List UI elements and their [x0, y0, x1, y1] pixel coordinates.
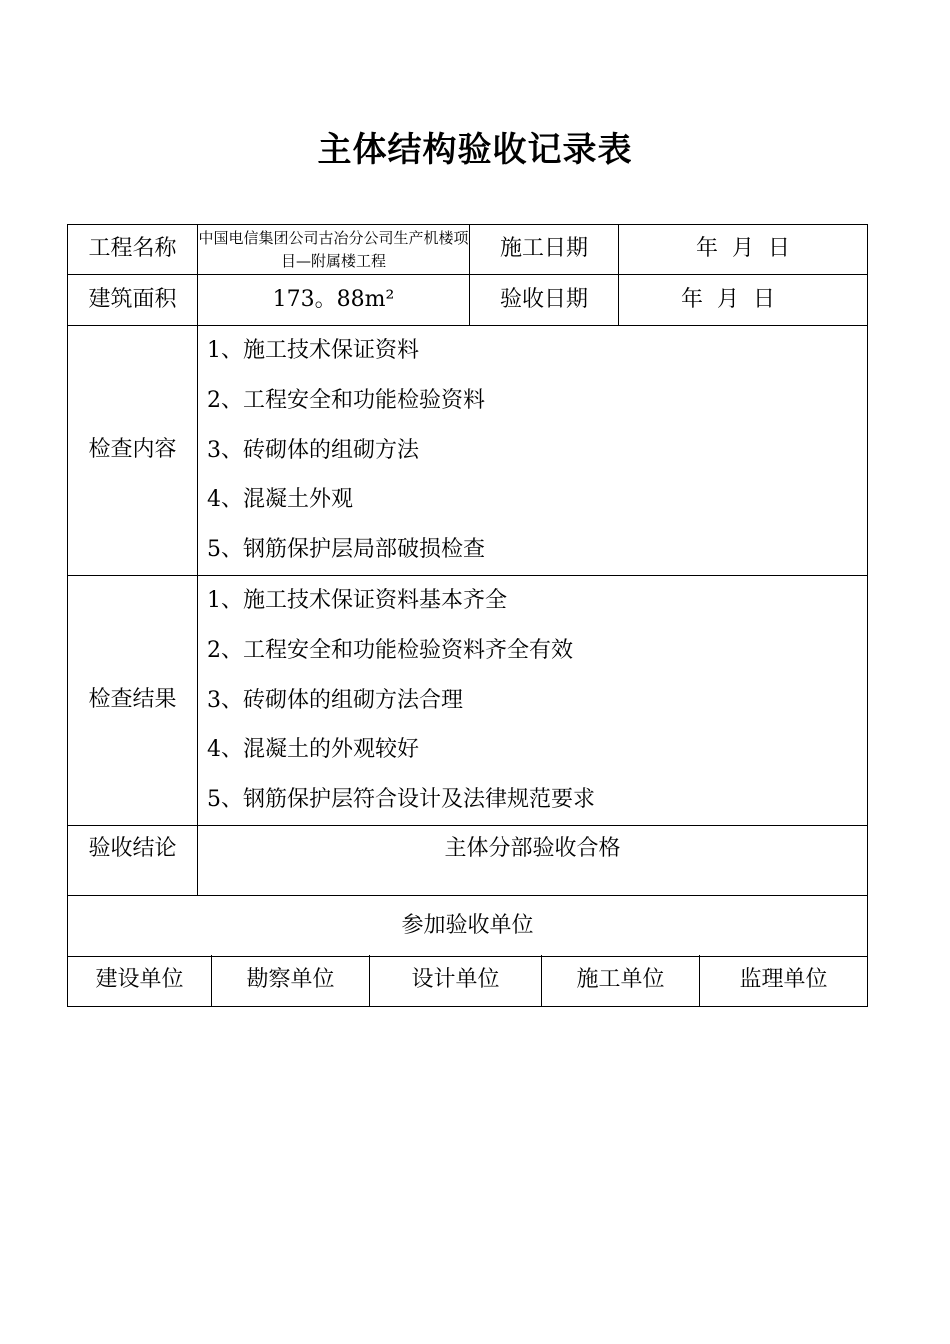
- row-conclusion: [68, 825, 868, 895]
- acceptance-date-value: 年 月 日: [619, 275, 868, 326]
- project-name-label: 工程名称: [68, 225, 198, 275]
- project-name-value: 中国电信集团公司古冶分公司生产机楼项目—附属楼工程: [198, 225, 470, 275]
- row-inspection-result: [68, 576, 868, 826]
- conclusion-value: 主体分部验收合格: [198, 825, 868, 895]
- list-item: 5、钢筋保护层符合设计及法律规范要求: [207, 787, 595, 813]
- page-title: 主体结构验收记录表: [317, 130, 633, 170]
- list-item: 3、砖砌体的组砌方法: [207, 437, 419, 463]
- conclusion-label: 验收结论: [68, 825, 198, 895]
- participant-units-table: [67, 955, 868, 1007]
- unit-contractor: 施工单位: [542, 955, 700, 1006]
- row-building-area: [68, 275, 868, 326]
- row-participant-units: [68, 955, 868, 1006]
- list-item: 1、施工技术保证资料基本齐全: [207, 588, 507, 613]
- construction-date-value: 年 月 日: [619, 225, 868, 275]
- list-item: 3、砖砌体的组砌方法合理: [207, 687, 463, 713]
- inspection-result-label: 检查结果: [68, 576, 198, 826]
- building-area-value: 173。88m²: [198, 275, 470, 326]
- acceptance-date-label: 验收日期: [470, 275, 619, 326]
- list-item: 5、钢筋保护层局部破损检查: [207, 537, 485, 563]
- participants-header: 参加验收单位: [68, 895, 868, 956]
- acceptance-record-table: [67, 224, 868, 957]
- row-participants-header: [68, 895, 868, 956]
- unit-construction-owner: 建设单位: [68, 955, 212, 1006]
- list-item: 4、混凝土的外观较好: [207, 737, 419, 763]
- unit-design: 设计单位: [370, 955, 542, 1006]
- row-inspection-content: [68, 326, 868, 576]
- list-item: 4、混凝土外观: [207, 487, 353, 513]
- list-item: 1、施工技术保证资料: [207, 338, 419, 363]
- inspection-result-list: [198, 576, 868, 826]
- list-item: 2、工程安全和功能检验资料齐全有效: [207, 637, 573, 663]
- building-area-label: 建筑面积: [68, 275, 198, 326]
- unit-supervision: 监理单位: [700, 955, 868, 1006]
- unit-survey: 勘察单位: [212, 955, 370, 1006]
- construction-date-label: 施工日期: [470, 225, 619, 275]
- inspection-content-label: 检查内容: [68, 326, 198, 576]
- inspection-content-list: [198, 326, 868, 576]
- row-project-name: [68, 225, 868, 275]
- list-item: 2、工程安全和功能检验资料: [207, 387, 485, 413]
